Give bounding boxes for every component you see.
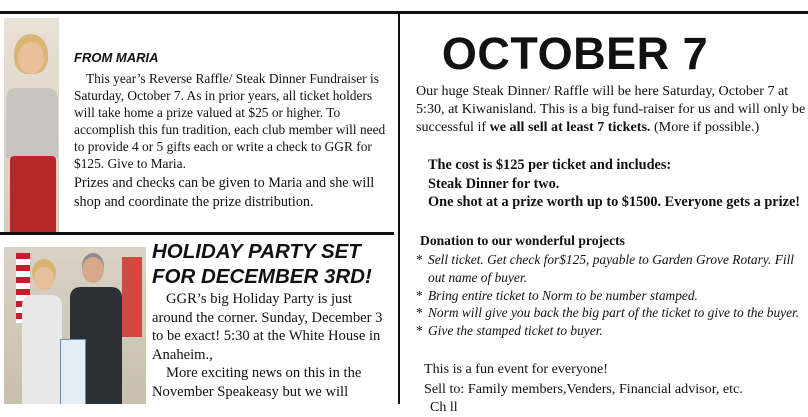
october-intro — [416, 82, 806, 136]
donation-heading: Donation to our wonderful projects — [420, 233, 625, 248]
list-item-text: Norm will give you back the big part of the ticket to give to the buyer. — [428, 305, 800, 321]
from-maria-heading: FROM MARIA — [74, 50, 159, 65]
fun-event-line: This is a fun event for everyone! — [424, 361, 608, 377]
maria-paragraph-1: This year’s Reverse Raffle/ Steak Dinner Fundraiser is Saturday, October 7. As in prior years, all ticket holders will take home a prize valued at $25 or higher. To accomplish this fun tradition, each club member will need to provide 4 or 5 gifts each or write a check to GGR for $125. Give to Maria. — [74, 71, 386, 171]
bullet-marker: * — [416, 305, 423, 321]
october-intro-text: Our huge Steak Dinner/ Raffle will be here Saturday, October 7 at 5:30, at Kiwanisland. This is a big fund-raiser for us and will only be successful if — [416, 83, 806, 135]
list-item — [416, 287, 808, 305]
list-item — [416, 304, 808, 322]
holiday-party-heading: HOLIDAY PARTY SET FOR DECEMBER 3RD! — [152, 240, 372, 288]
cost-line: The cost is $125 per ticket and includes: — [428, 157, 672, 173]
list-item — [416, 251, 808, 287]
cut-off-line: Ch ll — [430, 400, 458, 415]
holiday-paragraph-2: More exciting news on this in the November Speakeasy but we will — [152, 365, 362, 400]
maria-paragraph-2: Prizes and checks can be given to Maria and she will shop and coordinate the prize distribution. — [74, 175, 375, 210]
list-item — [416, 322, 808, 340]
maria-photo — [4, 18, 59, 232]
list-item-text: Sell ticket. Get check for$125, payable to Garden Grove Rotary. Fill out name of buyer. — [428, 252, 795, 285]
list-item-text: Bring entire ticket to Norm to be number stamped. — [428, 287, 698, 303]
bullet-marker: * — [416, 323, 423, 339]
holiday-party-photo — [4, 247, 146, 404]
holiday-paragraph-1: GGR’s big Holiday Party is just around the corner. Sunday, December 3 to be exact! 5:30 at the White House in Anaheim., — [152, 291, 383, 363]
bullet-marker: * — [416, 287, 423, 303]
list-item-text: Give the stamped ticket to buyer. — [428, 323, 603, 339]
top-rule — [0, 11, 808, 14]
ticket-details — [416, 156, 806, 212]
october-intro-post: (More if possible.) — [650, 119, 760, 135]
prize-line: One shot at a prize worth up to $1500. Everyone gets a prize! — [428, 194, 801, 210]
dinner-line: Steak Dinner for two. — [428, 175, 560, 192]
october-intro-bold: we all sell at least 7 tickets. — [489, 119, 651, 135]
sell-to-line: Sell to: Family members,Venders, Financial advisor, etc. — [424, 381, 743, 397]
section-divider — [0, 232, 394, 235]
instructions-list — [416, 251, 808, 340]
bullet-marker: * — [416, 252, 423, 267]
october-heading: OCTOBER 7 — [441, 28, 709, 79]
